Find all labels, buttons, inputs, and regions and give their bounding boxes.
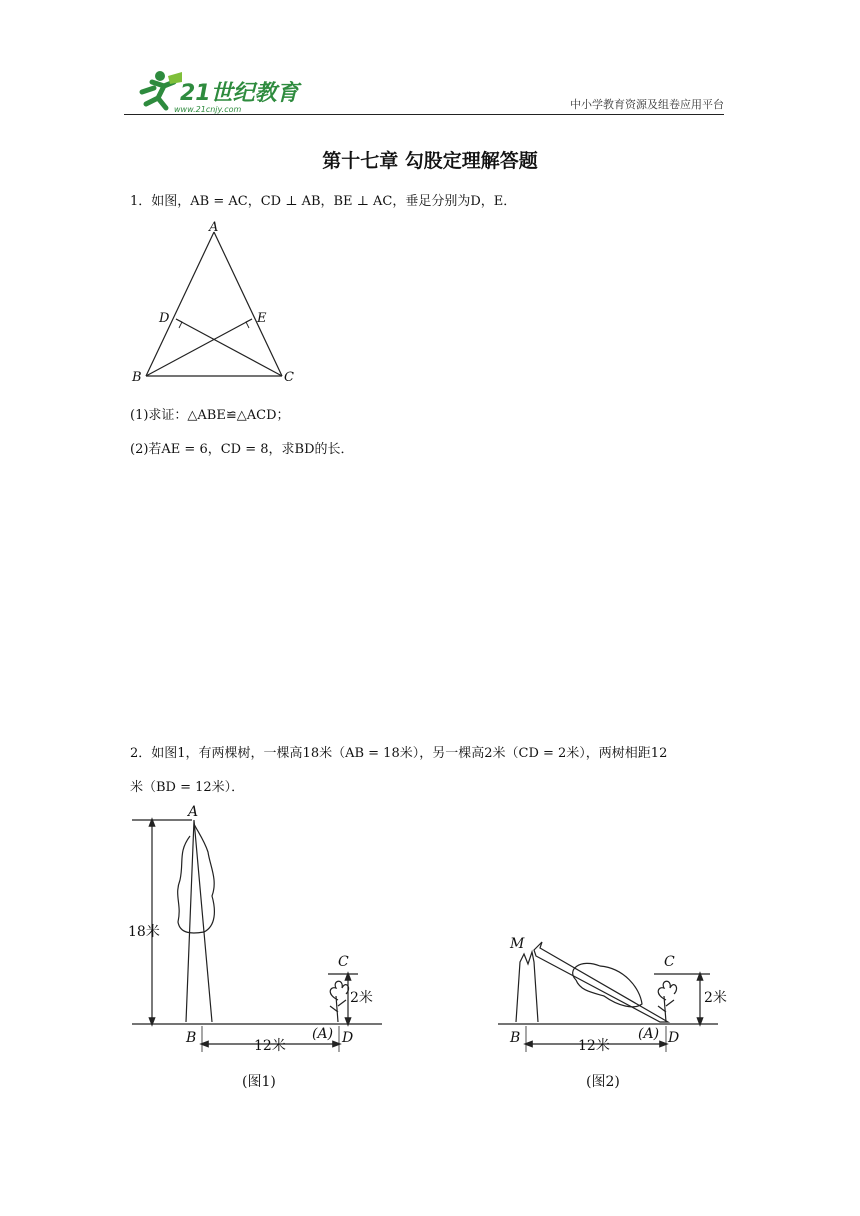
fig2-distance-label: 12米	[578, 1038, 610, 1054]
question-1-part-2: (2)若AE = 6，CD = 8，求BD的长．	[130, 442, 354, 457]
side-ac	[214, 232, 282, 376]
fig1-label-c: C	[338, 954, 349, 970]
fallen-tree-icon	[534, 942, 668, 1022]
side-ab	[146, 232, 214, 376]
tall-tree-trunk-icon	[186, 820, 212, 1022]
question-1-part-1: (1)求证：△ABE≌△ACD；	[130, 408, 290, 423]
platform-name: 中小学教育资源及组卷应用平台	[570, 98, 724, 111]
triangle-figure	[130, 218, 300, 388]
logo-main-text: 21世纪教育	[180, 81, 299, 106]
label-b: B	[132, 370, 142, 385]
fig1-height-18-label: 18米	[128, 924, 160, 940]
fig2-label-d: D	[668, 1030, 680, 1046]
page-title: 第十七章 勾股定理解答题	[322, 150, 538, 172]
fig2-label-m: M	[510, 936, 525, 952]
label-e: E	[257, 311, 267, 326]
fig2-height-2-label: 2米	[704, 990, 727, 1006]
fig2-label-a-paren: (A)	[638, 1026, 660, 1042]
question-2-text-line-2: 米（BD = 12米）．	[130, 780, 245, 795]
fig2-label-c: C	[664, 954, 675, 970]
fig1-height-2-label: 2米	[350, 990, 373, 1006]
broken-trunk-icon	[516, 952, 538, 1022]
label-d: D	[159, 311, 170, 326]
runner-icon	[142, 82, 174, 108]
right-angle-mark-d	[176, 319, 182, 328]
fig1-label-d: D	[342, 1030, 354, 1046]
small-tree-icon-2	[658, 981, 677, 1022]
label-a: A	[209, 220, 219, 235]
header-divider	[124, 114, 724, 115]
fig1-label-a-paren: (A)	[312, 1026, 334, 1042]
small-tree-icon	[330, 981, 349, 1022]
trees-figure	[120, 800, 760, 1100]
figure-1	[132, 820, 382, 1052]
fig2-caption: (图2)	[586, 1074, 620, 1090]
right-angle-mark-e	[246, 319, 252, 328]
logo-sub-text: www.21cnjy.com	[174, 105, 242, 114]
logo	[124, 70, 324, 114]
fig2-label-b: B	[510, 1030, 521, 1046]
segment-be	[146, 319, 252, 376]
label-c: C	[284, 370, 294, 385]
fig1-label-b: B	[186, 1030, 197, 1046]
segment-cd	[176, 319, 282, 376]
figure-2	[498, 942, 718, 1052]
question-1-text: 1．如图，AB = AC，CD ⊥ AB，BE ⊥ AC，垂足分别为D，E．	[130, 194, 517, 209]
question-2-text-line-1: 2．如图1，有两棵树，一棵高18米（AB = 18米），另一棵高2米（CD = 2米），两树相距12	[130, 746, 668, 761]
fig1-distance-label: 12米	[254, 1038, 286, 1054]
runner-head-icon	[155, 71, 165, 81]
page-header	[124, 70, 724, 116]
fig1-caption: (图1)	[242, 1074, 276, 1090]
fig1-label-a: A	[188, 804, 199, 820]
